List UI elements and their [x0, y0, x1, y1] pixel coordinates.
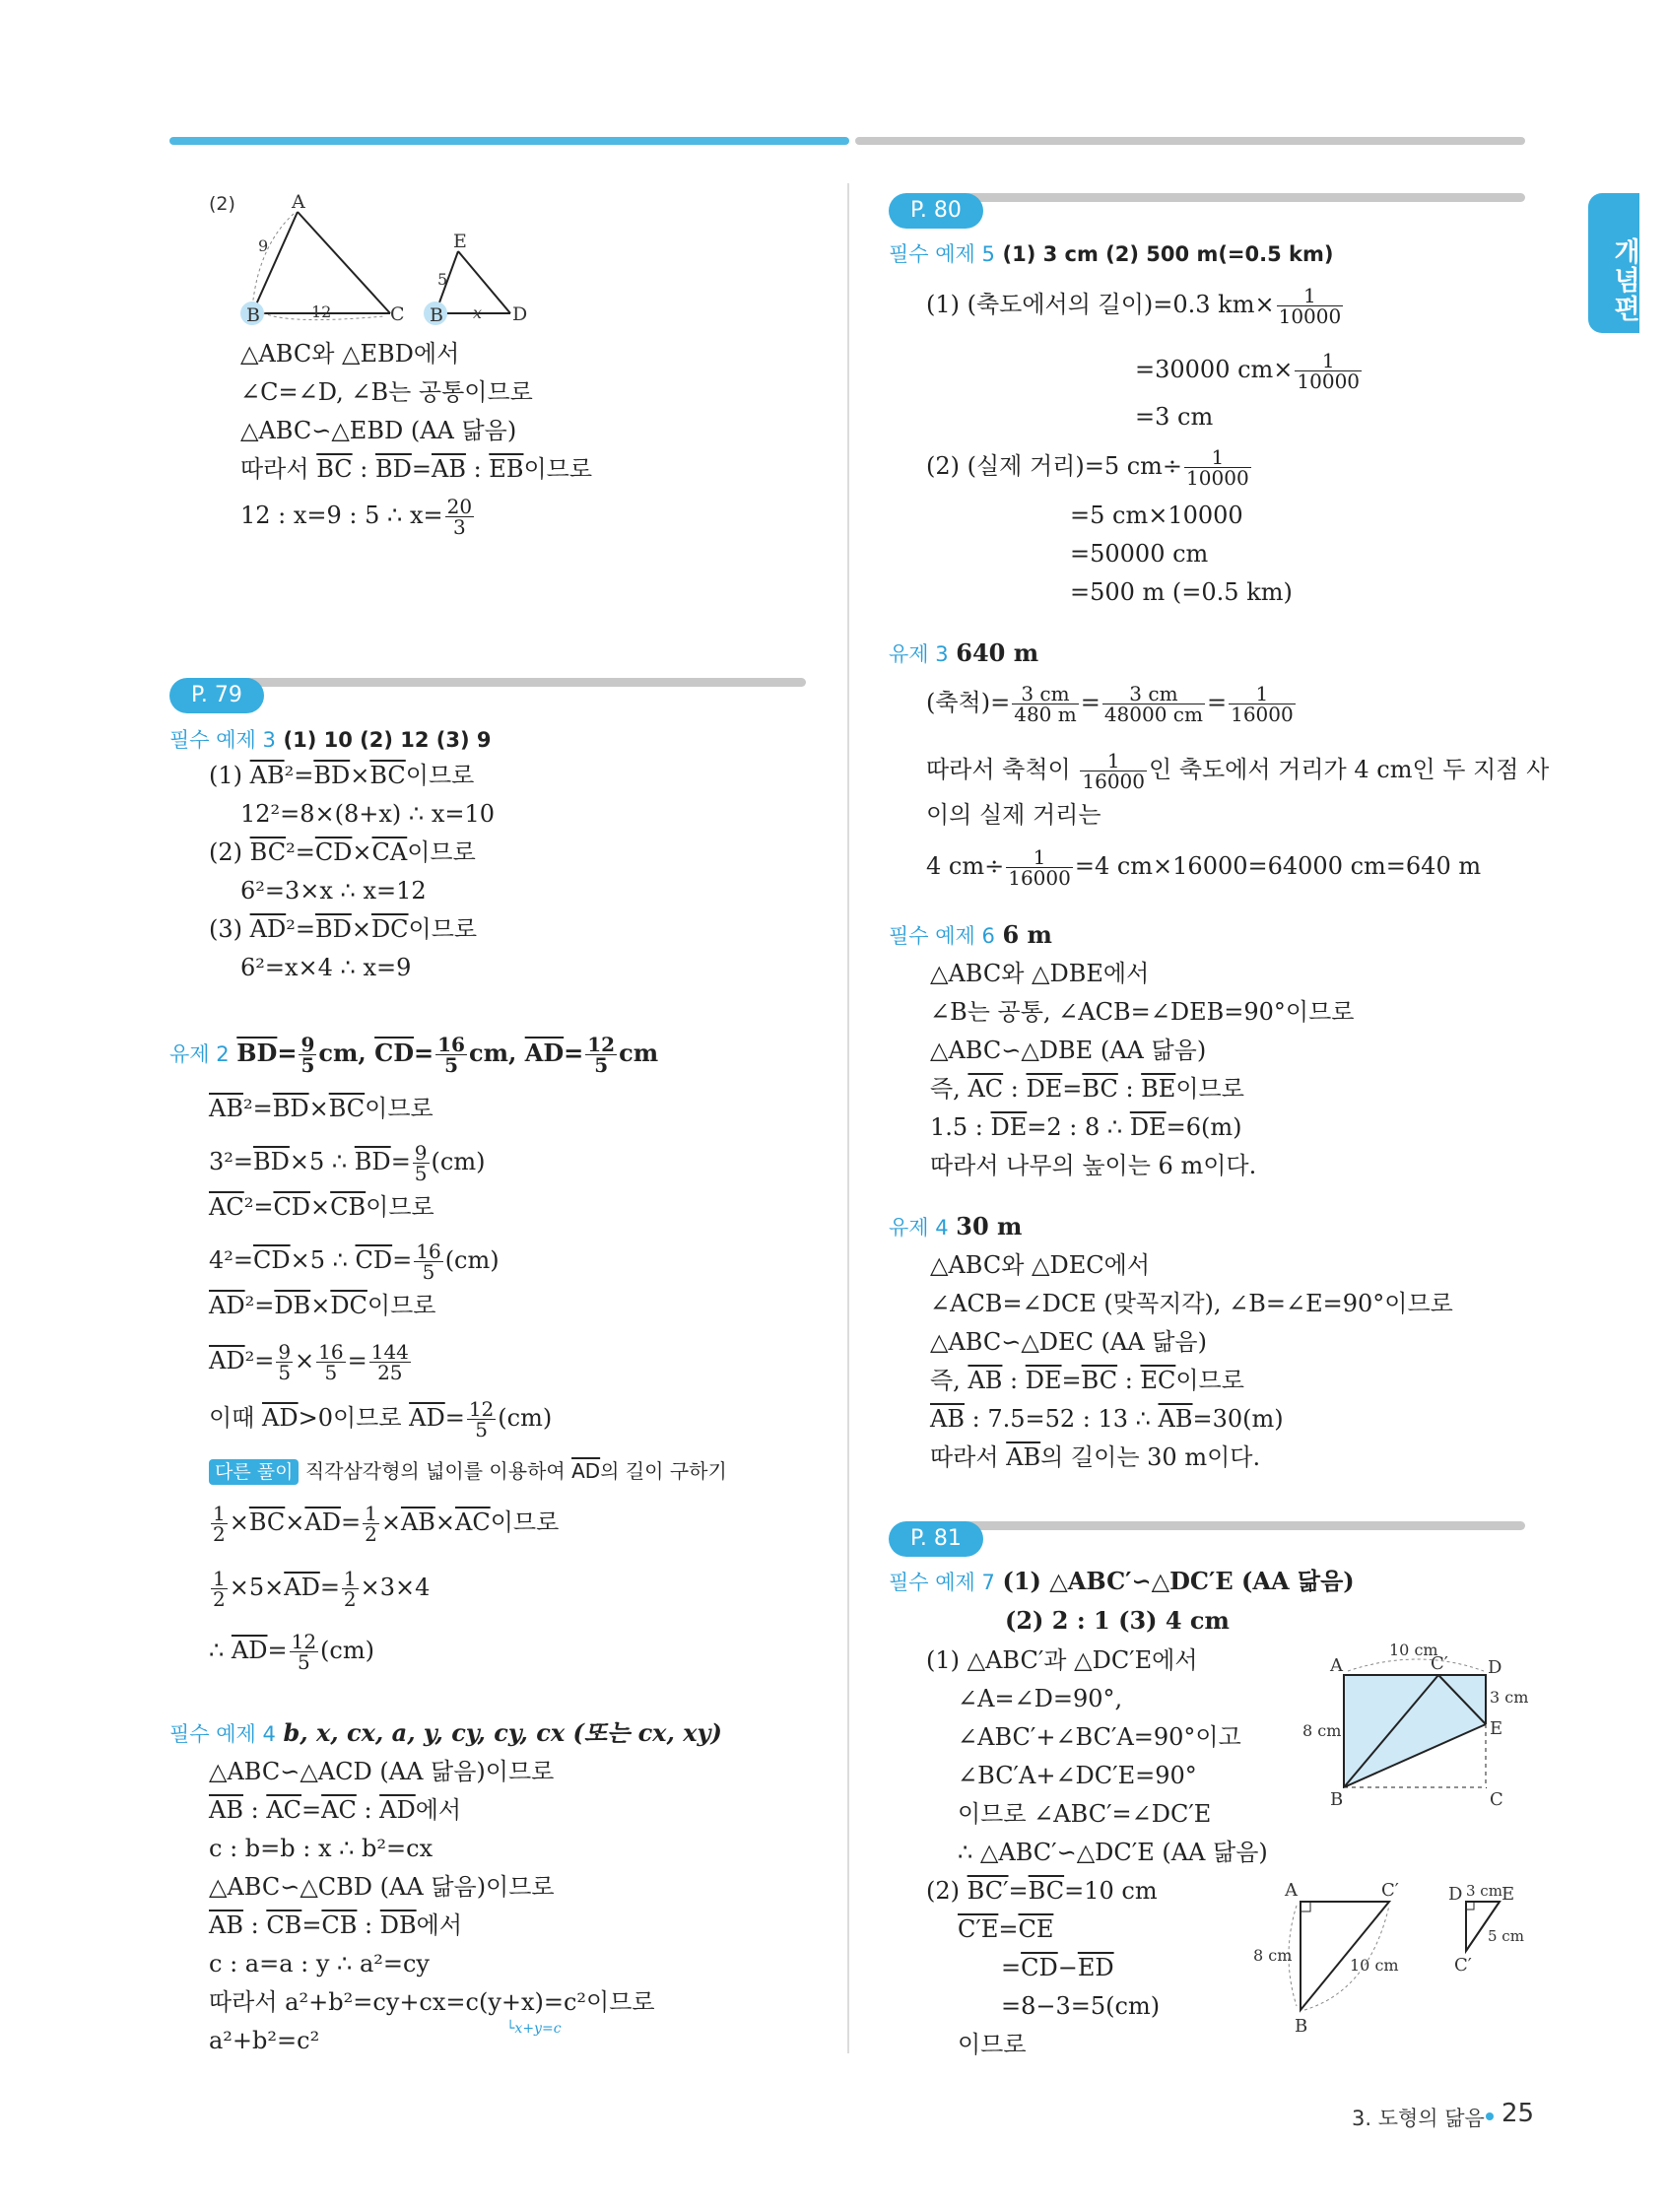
yu4-line-3: △ABC∽△DEC (AA 닮음) — [930, 1328, 1207, 1356]
fig1-left: 8 cm — [1302, 1721, 1342, 1740]
top-bar-left — [169, 137, 849, 145]
fig1-B: B — [1330, 1789, 1344, 1810]
ex7-line-7: (2) $BC'=\overline{BC}=10$ cm — [926, 1877, 1158, 1905]
footer-dot — [1486, 2112, 1494, 2120]
ex3-line-2: 12²=8×(8+x) ∴ x=10 — [240, 800, 495, 828]
top-bar-right — [855, 137, 1525, 145]
yu4-line-6: 따라서 $\overline{AB}$의 길이는 30 m이다. — [930, 1443, 1261, 1471]
fig-eb: 5 — [437, 270, 448, 289]
ex5-line-3: =3 cm — [1135, 403, 1214, 431]
folded-rectangle-figure — [1301, 1638, 1537, 1815]
ex4-line-4: △ABC∽△CBD (AA 닮음)이므로 — [209, 1873, 555, 1901]
fig3-D: D — [1448, 1884, 1463, 1905]
p79-pill: P. 79 — [169, 678, 264, 713]
yu4-line-5: $\overline{AB}$ : 7.5=52 : 13 ∴ $\overline{AB}=30(m)$ — [930, 1405, 1284, 1433]
fig-B: B — [246, 304, 260, 326]
ex6-line-3: △ABC∽△DBE (AA 닮음) — [930, 1037, 1207, 1064]
triangle-dce-figure — [1440, 1872, 1539, 1990]
side-tab: 개념편 — [1588, 193, 1639, 333]
column-divider — [847, 183, 849, 2053]
fig2-B: B — [1295, 2016, 1308, 2037]
yu2-line-5: $\overline{AD}^2=\overline{DB}\times\overline{DC}$이므로 — [209, 1292, 436, 1319]
ex3-line-4: 6²=3×x ∴ x=12 — [240, 877, 427, 905]
alt-line-2: $\frac{1}{2}$ $\times 5\times\overline{AD}=$ $\frac{1}{2}$ ×3×4 — [213, 1567, 431, 1611]
ex3-line-1: (1) $\overline{AB}^2=\overline{BD}\times\overline{BC}$이므로 — [209, 762, 475, 789]
ex4-line-8: a²+b²=c² — [209, 2027, 320, 2054]
ex3-line-3: (2) $\overline{BC}^2=\overline{CD}\times\overline{CA}$이므로 — [209, 838, 476, 866]
fig-bc: 12 — [311, 302, 332, 321]
ex6-line-4: 즉, $\overline{AC}$ : $\overline{DE}=\overline{BC}$ : $\overline{BE}$이므로 — [930, 1075, 1244, 1103]
left-line-4: 따라서 $\overline{BC}$ : $\overline{BD}=\overline{AB}$ : $\overline{EB}$이므로 — [240, 455, 593, 483]
yu3-line-4: 4 cm÷ $\frac{1}{16000}$ =4 cm×16000=64000 cm=640 m — [926, 845, 1482, 890]
fig-A: A — [292, 192, 305, 213]
yu3-heading: 유제 3 640 m — [889, 638, 1039, 667]
fig2-Cp: C′ — [1381, 1880, 1399, 1901]
fig2-A: A — [1285, 1880, 1298, 1901]
ex5-line-5: =5 cm×10000 — [1070, 502, 1243, 529]
left-line-2: ∠C=∠D, ∠B는 공통이므로 — [240, 378, 533, 406]
alt-line-3: ∴ $\overline{AD}=$ $\frac{12}{5}$ (cm) — [209, 1630, 374, 1674]
ex7-line-11: 이므로 — [958, 2031, 1027, 2058]
yu2-line-3: $\overline{AC}^2=\overline{CD}\times\overline{CB}$이므로 — [209, 1193, 434, 1221]
triangle-abc-figure — [1241, 1872, 1419, 2040]
fig3-right: 5 cm — [1488, 1927, 1524, 1945]
fig-B2: B — [430, 304, 443, 326]
yu3-line-2: 따라서 축척이 $\frac{1}{16000}$ 인 축도에서 거리가 4 cm인 두 지점 사 — [926, 749, 1550, 793]
p80-pill: P. 80 — [889, 193, 983, 229]
ex5-heading: 필수 예제 5 (1) 3 cm (2) 500 m(=0.5 km) — [889, 242, 1334, 266]
ex3-line-5: (3) $\overline{AD}^2=\overline{BD}\times\overline{DC}$이므로 — [209, 915, 478, 943]
fig3-Cp: C′ — [1454, 1955, 1472, 1976]
p80-bar — [908, 193, 1525, 202]
yu2-line-2: $3^2=\overline{BD}\times 5$ ∴ $\overline{BD}=$ $\frac{9}{5}$ (cm) — [209, 1141, 486, 1185]
ex6-heading: 필수 예제 6 6 m — [889, 920, 1052, 949]
ex7-line-6: ∴ △ABC′∽△DC′E (AA 닮음) — [958, 1839, 1268, 1866]
yu2-line-7: 이때 $\overline{AD}>0$이므로 $\overline{AD}=$ $\frac{12}{5}$ (cm) — [209, 1397, 553, 1441]
ex4-line-2: $\overline{AB}$ : $\overline{AC}=\overline{AC}$ : $\overline{AD}$에서 — [209, 1796, 462, 1824]
yu3-line-3: 이의 실제 거리는 — [926, 801, 1101, 829]
ex4-heading: 필수 예제 4 b, x, cx, a, y, cy, cy, cx (또는 cx, xy) — [169, 1718, 722, 1747]
fig1-right: 3 cm — [1490, 1688, 1529, 1707]
yu2-line-6: $\overline{AD}^2=$ $\frac{9}{5}$ × $\frac{16}{5}$ = $\frac{144}{25}$ — [209, 1340, 409, 1384]
fig1-C: C — [1490, 1789, 1503, 1810]
ex6-line-5: 1.5 : $\overline{DE}=2$ : 8 ∴ $\overline{DE}=6(m)$ — [930, 1113, 1242, 1141]
ex7-line-5: 이므로 ∠ABC′=∠DC′E — [958, 1800, 1212, 1828]
fig1-D: D — [1488, 1657, 1502, 1678]
fig2-left: 8 cm — [1253, 1946, 1293, 1965]
fig-ab: 9 — [258, 236, 269, 255]
ex7-heading-2: (2) 2 : 1 (3) 4 cm — [1005, 1606, 1230, 1635]
yu2-line-1: $\overline{AB}^2=\overline{BD}\times\overline{BC}$이므로 — [209, 1095, 434, 1122]
ex4-note: └x+y=c — [506, 2021, 562, 2037]
fig-part-label: (2) — [209, 193, 235, 215]
alt-solution-heading: 다른 풀이 직각삼각형의 넓이를 이용하여 $\overline{AD}$의 길이 구하기 — [209, 1456, 727, 1486]
fig2-hyp: 10 cm — [1350, 1956, 1399, 1975]
yu4-heading: 유제 4 30 m — [889, 1212, 1023, 1240]
triangle-figure-left — [197, 192, 562, 330]
left-line-1: △ABC와 △EBD에서 — [240, 340, 460, 368]
ex7-line-4: ∠BC′A+∠DC′E=90° — [958, 1762, 1197, 1789]
ex4-line-6: c : a=a : y ∴ a²=cy — [209, 1950, 430, 1977]
alt-line-1: $\frac{1}{2}$ $\times\overline{BC}\times\overline{AD}=$ $\frac{1}{2}$ $\times\overline{AB}\times\overline{AC}$이므로 — [213, 1502, 560, 1546]
ex7-line-3: ∠ABC′+∠BC′A=90°이고 — [958, 1723, 1241, 1751]
ex5-line-6: =50000 cm — [1070, 540, 1209, 568]
ex6-line-2: ∠B는 공통, ∠ACB=∠DEB=90°이므로 — [930, 998, 1355, 1026]
page-number: 25 — [1501, 2099, 1535, 2128]
ex5-line-4: (2) (실제 거리)=5 cm÷ $\frac{1}{10000}$ — [926, 445, 1249, 490]
left-line-5: 12 : x=9 : 5 ∴ x= $\frac{20}{3}$ — [240, 495, 473, 539]
fig3-E: E — [1501, 1884, 1515, 1905]
p81-pill: P. 81 — [889, 1521, 983, 1557]
fig-bd: x — [473, 303, 483, 322]
yu3-line-1: (축척)= $\frac{3 cm}{480 m}$ = $\frac{3 cm}{48000 cm}$ = $\frac{1}{16000}$ — [926, 682, 1294, 726]
fig-E: E — [453, 231, 467, 252]
p79-bar — [193, 678, 806, 687]
yu2-line-4: $4^2=\overline{CD}\times 5$ ∴ $\overline{CD}=$ $\frac{16}{5}$ (cm) — [209, 1240, 500, 1284]
ex7-line-1: (1) △ABC′과 △DC′E에서 — [926, 1646, 1198, 1674]
ex4-line-7: 따라서 a²+b²=cy+cx=c(y+x)=c²이므로 — [209, 1988, 655, 2016]
p81-bar — [908, 1521, 1525, 1530]
ex5-line-2: =30000 cm× $\frac{1}{10000}$ — [1135, 349, 1361, 393]
fig3-top: 3 cm — [1466, 1882, 1502, 1900]
left-line-3: △ABC∽△EBD (AA 닮음) — [240, 417, 517, 444]
yu4-line-2: ∠ACB=∠DCE (맞꼭지각), ∠B=∠E=90°이므로 — [930, 1290, 1453, 1317]
fig1-E: E — [1490, 1718, 1503, 1739]
fig1-Cp: C′ — [1431, 1653, 1448, 1674]
fig-D: D — [512, 303, 528, 325]
ex7-heading: 필수 예제 7 (1) △ABC′∽△DC′E (AA 닮음) — [889, 1567, 1355, 1595]
ex7-line-10: =8−3=5(cm) — [1001, 1992, 1161, 2020]
ex5-line-7: =500 m (=0.5 km) — [1070, 578, 1293, 606]
fig1-A: A — [1330, 1655, 1343, 1676]
ex4-line-5: $\overline{AB}$ : $\overline{CB}=\overline{CB}$ : $\overline{DB}$에서 — [209, 1911, 463, 1939]
ex7-line-8: $C'E=\overline{CE}$ — [958, 1915, 1054, 1943]
ex4-line-3: c : b=b : x ∴ b²=cx — [209, 1835, 434, 1862]
fig-C: C — [390, 303, 405, 325]
ex5-line-1: (1) (축도에서의 길이)=0.3 km× $\frac{1}{10000}$ — [926, 284, 1342, 328]
ex6-line-6: 따라서 나무의 높이는 6 m이다. — [930, 1152, 1257, 1179]
ex3-line-6: 6²=x×4 ∴ x=9 — [240, 954, 412, 981]
ex3-heading: 필수 예제 3 (1) 10 (2) 12 (3) 9 — [169, 728, 492, 752]
yu4-line-4: 즉, $\overline{AB}$ : $\overline{DE}=\overline{BC}$ : $\overline{EC}$이므로 — [930, 1367, 1244, 1394]
fig1-top: 10 cm — [1389, 1641, 1438, 1659]
footer-chapter: 3. 도형의 닮음 — [1352, 2107, 1485, 2130]
ex7-line-9: $=\overline{CD}-\overline{ED}$ — [1001, 1954, 1114, 1981]
ex4-line-1: △ABC∽△ACD (AA 닮음)이므로 — [209, 1758, 555, 1785]
yu2-heading: 유제 2 $\overline{BD}=$ $\frac{9}{5}$ cm, $\overline{CD}=$ $\frac{16}{5}$ cm, $\overline{AD}=$ $\frac{12}{5}$ cm — [169, 1033, 659, 1077]
ex6-line-1: △ABC와 △DBE에서 — [930, 960, 1150, 987]
yu4-line-1: △ABC와 △DEC에서 — [930, 1251, 1150, 1279]
ex7-line-2: ∠A=∠D=90°, — [958, 1685, 1123, 1712]
